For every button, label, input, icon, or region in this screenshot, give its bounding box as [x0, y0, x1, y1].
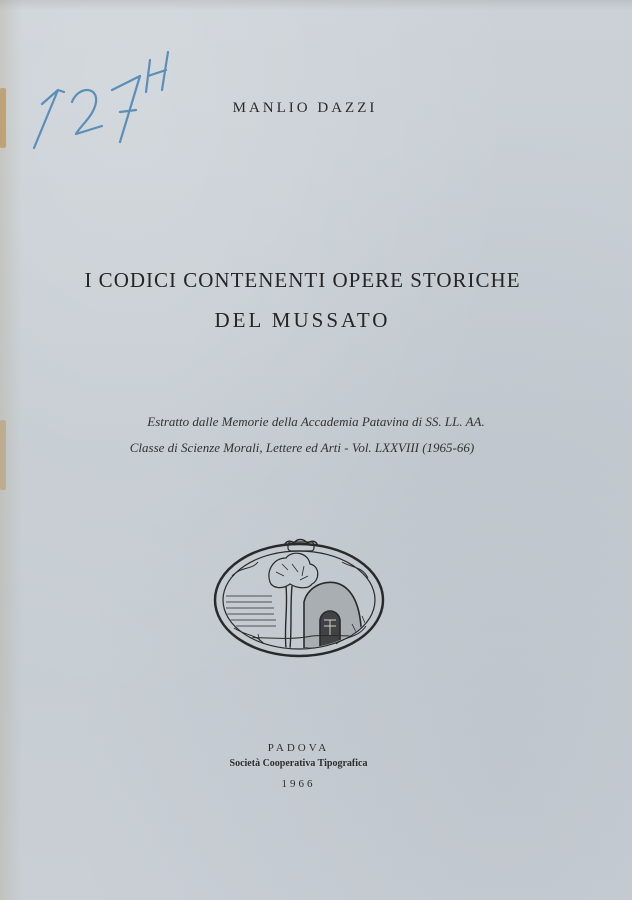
paper-stain — [0, 88, 6, 148]
paper-edge-top — [0, 0, 632, 10]
author-name: MANLIO DAZZI — [232, 100, 378, 116]
publication-city: PADOVA — [267, 742, 330, 754]
extract-note-line-2: Classe di Scienze Morali, Lettere ed Arti - Vol. LXXVIII (1965-66) — [129, 440, 475, 455]
publication-year: 1966 — [281, 778, 316, 790]
publisher-name: Società Cooperativa Tipografica — [229, 758, 368, 769]
extract-note-line-1: Estratto dalle Memorie della Accademia Patavina di SS. LL. AA. — [147, 414, 485, 429]
emblem-icon — [212, 536, 387, 661]
title-line-2: DEL MUSSATO — [214, 308, 391, 332]
printer-emblem — [212, 536, 387, 661]
title-line-1: I CODICI CONTENENTI OPERE STORICHE — [84, 268, 521, 292]
